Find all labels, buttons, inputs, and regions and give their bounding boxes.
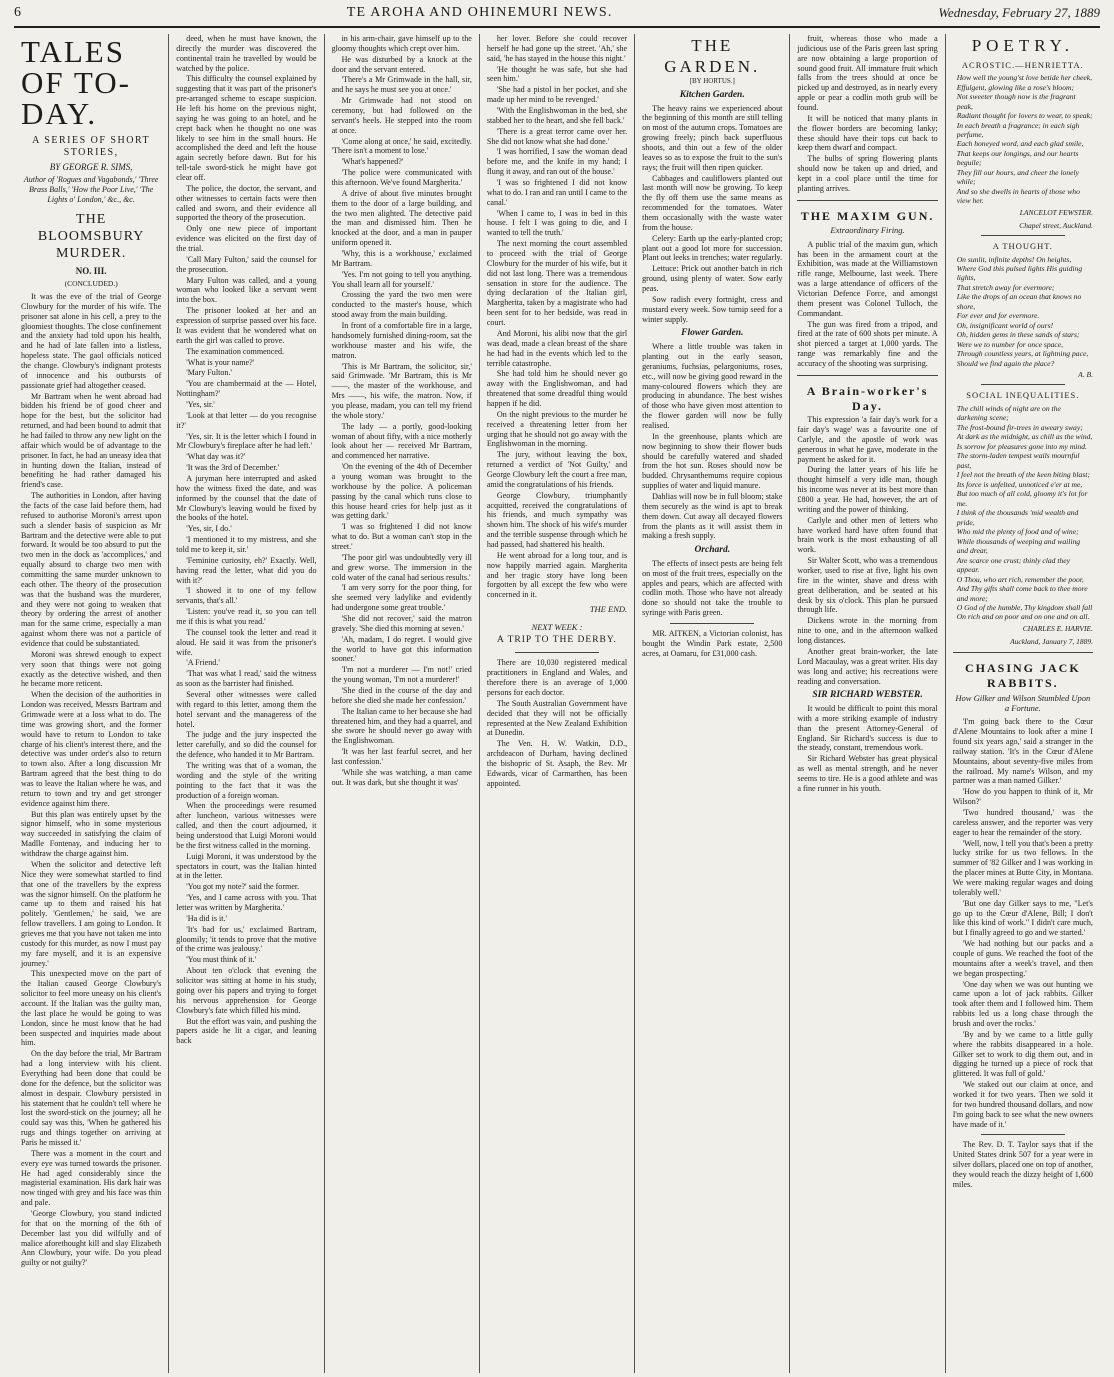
paragraph: Sir Walter Scott, who was a tremendous worker, used to rise at five, light his own fire in the winter, shave and dress with great deliberation, and be seated at his desk by six o'clock. This plan he pursued through life. xyxy=(797,556,938,615)
paragraph: 'She died in the course of the day and before she died she made her confession.' xyxy=(331,686,472,705)
paragraph: deed, when he must have known, the directly the murder was discovered the continental train he travelled by would be watched by the police. xyxy=(176,34,317,73)
paragraph: The police, the doctor, the servant, and other witnesses to certain facts were then called and sworn, and their evidence all supported the theory of the prosecution. xyxy=(176,183,317,223)
paragraph: The jury, without leaving the box, returned a verdict of 'Not Guilty,' and George Clowbury left the court a free man, amid the congratulations of his friends. xyxy=(486,450,628,489)
paragraph: The bulbs of spring flowering plants should now be taken up and dried, and kept in a cool place until the time for planting arrives. xyxy=(797,154,938,193)
paragraph: 'I was horrified, I saw the woman dead before me, and the knife in my hand; I flung it away, and ran out of the house.' xyxy=(486,147,628,177)
paragraph: 'George Clowbury, you stand indicted for that on the morning of the 6th of December last you did wilfully and of malice aforethought kill and slay Elizabeth Ann Clowbury, your wife. Do you plead guilty or not guilty?' xyxy=(21,1209,162,1268)
kitchen-garden-head: Kitchen Garden. xyxy=(679,90,745,100)
paragraph: 'How do you happen to think of it, Mr Wilson?' xyxy=(952,787,1093,807)
divider xyxy=(981,1134,1065,1135)
story-body xyxy=(332,34,472,788)
paragraph: 'What is your name?' xyxy=(186,357,255,367)
paragraph: Mary Fulton was called, and a young woman who looked like a servant went into the box. xyxy=(176,275,317,305)
paragraph: 'We staked out our claim at once, and worked it for two years. Then we sold it for two hundred thousand dollars, and now I'm going back to see what the new owners have made of it.' xyxy=(952,1080,1093,1129)
poem-3-text: The chill winds of night are on the darkening scene; The frost-bound fir-trees in aweary sway; At dark as the midnight, as chill as the wind, Is sorrow for pleasures gone into my mind. The storm-laden tempest wails mournful past, I feel not the breath of the keen biting blast; Its force is unfelted, unnoticed e'er at me, But too much of all cold, gloomy it's lot for me. I think of the thousands 'mid wealth and pride, Who mid the plenty of food and of wine; While thousands of weeping and wailing and drear, Are scarce one crust; thinly clad they appear. O Thou, who art rich, remember the poor, And Thy gifts shall come back to thee more and more; O God of the humble, Thy kingdom shall fall On rich and on poor and on one and on all. xyxy=(956,403,1093,622)
paragraph: Mr Bartram when he went abroad had bidden his friend be of good cheer and hope for the best, but the solicitor had returned, and had been bound to admit that he had failed to throw any new light on the affair which would be of advantage to the prisoner. In fact, he had an uneasy idea that in hunting down the Italian, instead of benefiting he had rather damaged his friend's case. xyxy=(21,391,162,490)
flower-garden-head: Flower Garden. xyxy=(681,328,744,339)
jack-rabbits-title: CHASING JACK RABBITS. xyxy=(964,661,1081,690)
next-week-label: NEXT WEEK : xyxy=(531,622,583,633)
column-5 xyxy=(635,34,790,1373)
paragraph: Luigi Moroni, it was understood by the spectators in court, was the Italian hinted at in the letter. xyxy=(176,851,317,881)
poem-2-author: A. B. xyxy=(1078,370,1093,380)
paragraph: 'It's bad for us,' exclaimed Bartram, gloomily; 'it tends to prove that the motive of the crime was jealousy.' xyxy=(176,924,317,954)
columns xyxy=(14,34,1100,1373)
author-note: Author of 'Rogues and Vagabonds,' 'Three Brass Balls,' 'How the Poor Live,' 'The Lights o' London,' &c., &c. xyxy=(23,175,159,204)
masthead xyxy=(14,0,1100,28)
next-week-title: A TRIP TO THE DERBY. xyxy=(497,634,617,645)
news-note: The Rev. D. T. Taylor says that if the United States drink 507 for a year were in silver dollars, placed one on top of another, they would reach the dizzy height of 1,600 miles. xyxy=(952,1140,1093,1189)
paragraph: Cabbages and cauliflowers planted out last month will now be growing. To keep the fly off them use the same means as recommended for the tomatoes. Water them occasionally with the waste water from the house. xyxy=(642,173,783,232)
paragraph: This expression 'a fair day's work for a fair day's wage' was a favourite one of Carlyle, and the apostle of work was generous in what he gave, moderate in the payment he asked for it. xyxy=(797,415,938,464)
maxim-gun-title: THE MAXIM GUN. xyxy=(800,208,935,223)
story-body xyxy=(487,34,627,600)
paragraph: 'It was the 3rd of December.' xyxy=(186,463,280,473)
paragraph: 'Two hundred thousand,' was the careless answer, and the reporter was very eager to hear the remainder of the story. xyxy=(952,807,1093,837)
paragraph: There was a moment in the court and every eye was turned towards the prisoner. He had aged considerably since the magisterial examination. His dark hair was now tinged with grey and his face was thin and pale. xyxy=(21,1148,162,1208)
paragraph: A public trial of the maxim gun, which has been in the armament court at the Exhibition, was made at the Williamstown rifle range, Melbourne, last week. There was a large attendance of officers of the Victorian Defence Force, and amongst them present was Colonel Tulloch, the Commandant. xyxy=(797,239,938,318)
paragraph: 'A Friend.' xyxy=(186,658,220,668)
paragraph: A juryman here interrupted and asked how the witness fixed the date, and was informed by the counsel that the date of Mr Clowbury's leaving would be fixed by the books of the hotel. xyxy=(176,473,317,523)
paragraph: 'This is Mr Bartram, the solicitor, sir,' said Grimwade. 'Mr Bartram, this is Mr ——, the master of the workhouse, and Mrs ——, his wife, the matron. Now, if you please, madam, you can tell my friend the whole story.' xyxy=(331,361,472,420)
news-note: MR. AITKEN, a Victorian colonist, has bought the Windin Park estate, 2,500 acres, at Oamaru, for £31,000 cash. xyxy=(642,628,783,658)
paragraph: The heavy rains we experienced about the beginning of this month are still telling on most of the autumn crops. Tomatoes are growing freely; pinch back superfluous shoots, and thin out a few of the older leaves so as to expose the fruit to the sun's rays; the fruit will then ripen quicker. xyxy=(642,103,783,172)
paragraph: She had told him he should never go away with the Englishwoman, and had threatened that some dreadful thing would happen if he did. xyxy=(486,369,628,408)
series-heading: A SERIES OF SHORT STORIES, xyxy=(32,135,151,159)
paragraph: When the decision of the authorities in London was received, Messrs Bartram and Grimwade were at a loss what to do. The time was growing short, and the former would have to return to London to take charge of his client's interest there, and the detective was under order's also to return to town also. After a long discussion Mr Bartram agreed that the best thing to do was to leave the Italian where he was, and return to town and try and get stronger evidence against him there. xyxy=(21,690,162,808)
column-4 xyxy=(480,34,635,1373)
garden-continued xyxy=(797,34,937,194)
paragraph: 'I was so frightened I did not know what to do. But a woman can't stop in the street.' xyxy=(331,522,472,551)
brain-worker-title: A Brain-worker's Day. xyxy=(806,383,929,413)
paragraph: 'I am very sorry for the poor thing, for she seemed very ladylike and evidently had undergone some great trouble.' xyxy=(331,583,472,613)
issue-date: Wednesday, February 27, 1889 xyxy=(938,5,1100,20)
paragraph: 'I was so frightened I did not know what to do. I ran and ran until I came to the canal.' xyxy=(486,178,628,207)
paragraph: It will be noticed that many plants in the flower borders are becoming lanky; these should have their tops cut back to keep them dwarf and compact. xyxy=(797,113,938,153)
paragraph: Dickens wrote in the morning from nine to one, and in the afternoon walked long distances. xyxy=(797,616,938,646)
paragraph: her lover. Before she could recover herself he had gone up the street. 'Ah,' she said, 'he has stayed in the house this night.' xyxy=(486,34,628,63)
paragraph: The effects of insect pests are being felt on most of the fruit trees, especially on the apples and pears, which are affected with codlin moth. Those who have not already done so should not take the trouble to syringe with Paris green. xyxy=(642,558,783,618)
paragraph: Dahlias will now be in full bloom; stake them securely as the wind is apt to break them down. Cut away all decayed flowers from the plants as it will assist them in making a fresh supply. xyxy=(642,491,783,541)
paragraph: The gun was fired from a tripod, and fired at the rate of 600 shots per minute. A shot pierced a target at 1,000 yards. The range was remarkably fine and the accuracy of the shooting was surprising. xyxy=(797,319,938,369)
jack-rabbits-subtitle: How Gilker and Wilson Stumbled Upon a Fortune. xyxy=(955,692,1091,713)
paragraph: He was disturbed by a knock at the door and the servant entered. xyxy=(331,54,472,74)
section-title: TALES OF TO-DAY. xyxy=(21,34,131,131)
paragraph: A drive of about five minutes brought them to the door of a large building, and the two men alighted. The detective paid the man and dismissed him. Then he knocked at the door, and a man in pauper uniform opened it. xyxy=(331,188,472,248)
paragraph: Celery: Earth up the early-planted crop; plant out a good lot more for succession. Plant out leeks in trenches; water regularly. xyxy=(642,233,783,263)
jack-rabbits-body xyxy=(953,717,1093,1129)
paragraph: 'Yes, sir, I do.' xyxy=(186,524,232,534)
divider xyxy=(797,200,937,201)
paragraph: Lettuce: Prick out another batch in rich ground, using plenty of water. Sow early peas. xyxy=(642,264,783,294)
paragraph: Several other witnesses were called with regard to this letter, among them the hotel servant and the manageress of the hotel. xyxy=(176,690,317,729)
poem-1-author: LANCELOT FEWSTER. xyxy=(1019,207,1093,217)
divider xyxy=(797,375,937,376)
paragraph: 'That was what I read,' said the witness as soon as the barrister had finished. xyxy=(176,669,317,689)
paragraph: But this plan was entirely upset by the signor himself, who in some mysterious way succeeded in satisfying the claim of Madlle Fontenay, and inducing her to withdraw the charge against him. xyxy=(21,809,162,859)
paragraph: The South Australian Government have decided that they will not be officially represented at the New Zealand Exhibition at Dunedin. xyxy=(486,698,628,738)
paragraph: Moroni was shrewd enough to expect very soon that things were not going exactly as the detective wished, and then he became more reticent. xyxy=(21,649,162,689)
kitchen-garden-body xyxy=(642,104,782,325)
paragraph: This unexpected move on the part of the Italian caused George Clowbury's solicitor to feel more uneasy on his client's account. If the Italian was the guilty man, the last place he would be going to was London, since he must know that he had been suspected and inquiries made about him. xyxy=(21,969,162,1048)
concluded-note: (CONCLUDED.) xyxy=(64,278,118,288)
paragraph: The next morning the court assembled to proceed with the trial of George Clowbury for the murder of his wife, but it did not last long. There was a tremendous sensation in store for the audience. The dying declaration of the Italian girl, Margherita, taken by a magistrate who had been sent for to her bedside, was read in court. xyxy=(486,239,628,328)
divider xyxy=(981,235,1065,236)
paragraph: 'Look at that letter — do you recognise it?' xyxy=(176,410,317,430)
poem-2-title: A THOUGHT. xyxy=(992,241,1053,252)
story-end: THE END. xyxy=(589,604,628,615)
paragraph: 'Ah, madam, I do regret. I would give the world to have got this information sooner.' xyxy=(331,634,472,664)
column-3 xyxy=(325,34,480,1373)
paragraph: 'It was her last fearful secret, and her last confession.' xyxy=(331,747,472,767)
paragraph: 'Ha did is it.' xyxy=(186,913,227,923)
paragraph: 'What's happened?' xyxy=(341,157,404,167)
paragraph: It would be difficult to point this moral with a more striking example of industry than the present Attorney-General of England. Sir Richard's success is due to the steady, constant, tremendous work. xyxy=(797,703,938,753)
paragraph: And Moroni, his alibi now that the girl was dead, made a clean breast of the share he had had in the events which led to the terrible catastrophe. xyxy=(486,328,628,368)
paragraph: 'Yes, and I came across with you. That letter was written by Margherita.' xyxy=(176,893,317,913)
paragraph: 'You are chambermaid at the — Hotel, Nottingham?' xyxy=(176,379,317,399)
paragraph: 'While she was watching, a man came out. It was dark, but she thought it was' xyxy=(331,767,472,787)
paragraph: 'Call Mary Fulton,' said the counsel for the prosecution. xyxy=(176,254,317,274)
divider xyxy=(670,623,754,624)
paragraph: The judge and the jury inspected the letter carefully, and so did the counsel for the defence, who handed it to Mr Bartram. xyxy=(176,730,317,760)
paragraph: The Italian came to her because she had threatened him, and they had a quarrel, and she swore he should never go away with the Englishwoman. xyxy=(331,706,472,746)
paragraph: Another great brain-worker, the late Lord Macaulay, was a great writer. His day was long and active; his recreations were reading and conversation. xyxy=(797,646,938,686)
paragraph: On the night previous to the murder he received a threatening letter from her urging that he should not go away with the Englishwoman in the morning. xyxy=(486,409,628,449)
column-6 xyxy=(790,34,945,1373)
paragraph: But the effort was vain, and pushing the papers aside he lit a cigar, and leaning back xyxy=(176,1016,317,1046)
paragraph: 'When I came to, I was in bed in this house. I felt I was going to die, and I wanted to tell the truth.' xyxy=(486,208,628,238)
paragraph: The authorities in London, after having the facts of the case laid before them, had refused to authorise Moroni's arrest upon such a slender basis of suspicion as Mr Bartram and the detective were able to put forward. It would be too absurd to put the two men in the dock as 'accomplices,' and equally absurd to charge two men with committing the same murder unknown to each other. The theory of the prosecution was that the husband was the murderer, and they were not going to weaken that theory by ordering the arrest of another man for the same crime, especially a man against whom there was not a particle of evidence that could be substantiated. xyxy=(21,491,162,649)
paragraph: Only one new piece of important evidence was elicited on the first day of the trial. xyxy=(176,224,317,254)
paragraph: 'Yes, sir.' xyxy=(186,399,215,409)
paragraph: 'I mentioned it to my mistress, and she told me to keep it, sir.' xyxy=(176,535,317,554)
paragraph: The Ven. H. W. Watkin, D.D., archdeacon of Durham, having declined the bishopric of St. Asaph, the Rev. Mr Edwards, vicar of Carmarthen, has been appointed. xyxy=(486,739,628,788)
page-number: 6 xyxy=(14,5,21,20)
poem-3-place: Auckland, January 7, 1889. xyxy=(1010,637,1093,647)
paragraph: George Clowbury, triumphantly acquitted, received the congratulations of his friends, and much sympathy was shown him. The shock of his wife's murder and the terrible suspense through which he had passed, had shattered his health. xyxy=(486,490,628,549)
paragraph: 'Well, now, I tell you that's been a pretty lucky strike for us two fellows. In the summer of '82 Gilker and I was working in the placer mines at Butte City, in Montana. We were making regular wages and doing tolerably well.' xyxy=(952,838,1093,897)
garden-byline: [BY HORTUS.] xyxy=(689,77,735,86)
paragraph: 'But one day Gilker says to me, "Let's go up to the Cœur d'Alene, Bill; I don't like this kind of work." I didn't care much, but I finally agreed to go and we started.' xyxy=(952,898,1093,938)
webster-body xyxy=(797,704,937,794)
poetry-title: POETRY. xyxy=(971,36,1074,55)
orchard-body xyxy=(642,559,782,618)
paragraph: This difficulty the counsel explained by suggesting that it was part of the prisoner's pre-arranged scheme to escape suspicion. He left his home on the previous night, saying he was going to an hotel, and he crept back when he thought no one was likely to see him in the small hours. He accomplished the deed and left the house again secretly before dawn. But for his tell-tale sword-stick he might have got clear off. xyxy=(176,74,317,183)
paragraph: 'He thought he was safe, but she had seen him.' xyxy=(486,64,628,84)
paragraph: 'On the evening of the 4th of December a young woman was brought to the workhouse by the police. A policeman passing by the canal which runs close to this house heard cries for help just as it was getting dark.' xyxy=(331,462,472,521)
column-2 xyxy=(169,34,324,1373)
poem-1-place: Chapel street, Auckland. xyxy=(1019,221,1093,231)
paragraph: There are 10,030 registered medical practitioners in England and Wales, and therefore there is an average of 1,000 persons for each doctor. xyxy=(486,658,628,697)
paragraph: 'Why, this is a workhouse,' exclaimed Mr Bartram. xyxy=(331,249,472,268)
paragraph: The lady — a portly, good-looking woman of about fifty, with a nice motherly look about her — received Mr Bartram, and commenced her narrative. xyxy=(331,421,472,461)
story-title: THE BLOOMSBURY MURDER. xyxy=(37,211,145,261)
paragraph: fruit, whereas those who made a judicious use of the Paris green last spring are now obtaining a large proportion of sound good fruit. All immature fruit which falls from the trees should at once be picked up and destroyed, as in nearly every apple or pear a codlin moth grub will be found. xyxy=(797,34,938,113)
paragraph: On the day before the trial, Mr Bartram had a long interview with his client. Everything had been done that could be done for the defence, but the solicitor was almost in despair. Clowbury persisted in his statement that he couldn't tell where he lost the sword-stick on the journey; all he could say was this, 'When he gathered his rugs and things together on arriving at Paris he missed it.' xyxy=(21,1049,162,1147)
paragraph: Crossing the yard the two men were conducted to the master's house, which stood away from the main building. xyxy=(331,290,472,320)
paragraph: 'She had a pistol in her pocket, and she made up her mind to be revenged.' xyxy=(486,85,628,105)
paragraph: During the latter years of his life he thought himself a very idle man, though his income was never at its best more than £800 a year. He had, however, the art of writing and the power of thinking. xyxy=(797,465,938,514)
paragraph: 'One day when we was out hunting we came upon a lot of jack rabbits. Gilker took after them and I followed him. Them rabbits led us a long chase through the brush and over the rocks.' xyxy=(952,979,1093,1028)
poem-1-title: ACROSTIC.—HENRIETTA. xyxy=(961,59,1084,70)
paragraph: When the proceedings were resumed after luncheon, various witnesses were called, and then the court adjourned, it being understood that Luigi Moroni would be the first witness called in the morning. xyxy=(176,801,317,850)
paragraph: The prisoner looked at her and an expression of surprise passed over his face. It was evident that he wondered what on earth the girl was called to prove. xyxy=(176,306,317,345)
paragraph: 'I'm going back there to the Cœur d'Alene Mountains to look after a mine I found six years ago,' said a stranger in the railway station. 'It's in the Cœur d'Alene Mountains, about seventy-five miles from the railroad. My name's Wilson, and my partner was a man named Gilker.' xyxy=(952,717,1093,786)
paragraph: The examination commenced. xyxy=(186,346,285,356)
paragraph: Sow radish every fortnight, cress and mustard every week. Sow turnip seed for a winter supply. xyxy=(642,294,783,324)
paragraph: 'Come along at once,' he said, excitedly. 'There isn't a moment to lose.' xyxy=(331,136,472,156)
paragraph: 'I'm not a murderer — I'm not!' cried the young woman, 'I'm not a murderer!' xyxy=(331,665,472,685)
paragraph: The writing was that of a woman, the wording and the style of the writing pointing to the fact that it was the production of a foreign woman. xyxy=(176,761,317,800)
maxim-gun-body xyxy=(797,240,937,369)
story-body xyxy=(176,34,316,1046)
maxim-gun-subtitle: Extraordinary Firing. xyxy=(830,225,905,236)
poem-1-text: How well the young'st love betide her cheek, Effulgent, glowing like a rose's bloom; Not sweeter though now is the fragrant peak, Radiant thought for lovers to wear, to speak; In each breath a fragrance; in each sigh perfume, Each honeyed word, and each glad smile, That keeps our longings, and our hearts beguile; They fill our hours, and cheer the lonely while; And so she dwells in hearts of those who view her. xyxy=(956,73,1093,206)
paragraph: Sir Richard Webster has great physical as well as mental strength, and he never seems to tire. He is a good athlete and was a fine runner in his youth. xyxy=(797,754,938,793)
paragraph: It was the eve of the trial of George Clowbury for the murder of his wife. The prisoner sat alone in his cell, a prey to the gloomiest thoughts. The close confinement and the anxiety had told upon his health, and he had of late fallen into a listless, hopeless state. The gaol officials noticed the change. Clowbury's indignant protests of innocence and his outbursts of passionate grief had altogether ceased. xyxy=(21,291,162,390)
poem-3-title: SOCIAL INEQUALITIES. xyxy=(966,390,1080,401)
paragraph: 'Feminine curiosity, eh?' Exactly. Well, having read the letter, what did you do with it?' xyxy=(176,555,317,585)
paragraph: 'Yes, sir. It is the letter which I found in Mr Clowbury's fireplace after he had left.' xyxy=(176,431,317,451)
paragraph: The counsel took the letter and read it aloud. He said it was from the prisoner's wife. xyxy=(176,627,317,657)
story-body xyxy=(21,292,161,1268)
paragraph: 'By and by we came to a little gully where the rabbits disappeared in a hole. Gilker set to work to dig them out, and in digging he turned up a piece of rock that glittered. It was full of gold.' xyxy=(952,1029,1093,1079)
paragraph: 'We had nothing but our packs and a couple of guns. We reached the foot of the mountains after a week's travel, and then we began prospecting.' xyxy=(952,939,1093,978)
news-items xyxy=(487,658,627,788)
paper-name: TE AROHA AND OHINEMURI NEWS. xyxy=(346,5,613,20)
paragraph: In the greenhouse, plants which are now beginning to show their flower buds should be carefully watered and shaded from the hot sun. Roses should now be budded. Chrysanthemums require copious supplies of water and liquid manure. xyxy=(642,431,783,491)
paragraph: 'What day was it?' xyxy=(186,452,246,462)
brain-worker-body xyxy=(797,415,937,686)
garden-title: THE GARDEN. xyxy=(664,36,761,76)
paragraph: 'There's a Mr Grimwade in the hall, sir, and he says he must see you at once.' xyxy=(331,75,472,95)
paragraph: 'I showed it to one of my fellow servants, that's all.' xyxy=(176,586,317,606)
paragraph: 'There is a great terror came over her. She did not know what she had done.' xyxy=(486,126,628,146)
paragraph: 'With the Englishwoman in the bed, she stabbed her to the heart, and she fell back.' xyxy=(486,106,628,125)
paragraph: When the solicitor and detective left Nice they were somewhat startled to find that one of the travellers by the express was the signor himself. On the platform he came up to them and raised his hat politely. 'Gentlemen,' he said, 'we are fellow travellers. I am going to London. It grieves me that you have not taken me into custody for this murder, as now I must pay my fare myself, and it is an expensive journey.' xyxy=(21,859,162,968)
flower-garden-body xyxy=(642,342,782,541)
divider xyxy=(981,384,1065,385)
column-7 xyxy=(946,34,1100,1373)
poem-2-text: On sunlit, infinite depths! On heights, Where God this pulsed lights His guiding lights, That stretch away for evermore; Like the drops of an ocean that knows no shore, For ever and for evermore. Oh, insignificant world of ours! Oh, hidden gems in these sands of stars; Were we to number for once space, Through countless years, at lightning pace, Should we find again the place? xyxy=(956,254,1089,368)
divider xyxy=(953,652,1093,653)
story-number: NO. III. xyxy=(75,265,107,276)
paragraph: 'She did not recover,' said the matron gravely. 'She died this morning at seven.' xyxy=(331,613,472,633)
divider xyxy=(515,652,599,653)
paragraph: He went abroad for a long tour, and is now happily married again. Margherita and her tragic story have long been forgotten by all except the few who were concerned in it. xyxy=(486,550,628,600)
byline: BY GEORGE R. SIMS, xyxy=(49,162,133,173)
paragraph: In front of a comfortable fire in a large, handsomely furnished dining-room, sat the workhouse master and his wife, the matron. xyxy=(331,321,472,360)
paragraph: 'Mary Fulton.' xyxy=(186,368,232,378)
webster-head: SIR RICHARD WEBSTER. xyxy=(812,690,923,701)
paragraph: Carlyle and other men of letters who have worked hard have often found that brain work is the most exhausting of all work. xyxy=(797,515,938,555)
paragraph: 'You got my note?' said the former. xyxy=(186,882,300,892)
orchard-head: Orchard. xyxy=(694,545,731,556)
paragraph: Where a little trouble was taken in planting out in the early season, geraniums, fuchsias, pelargoniums, roses, etc., will now be giving good reward in the many-coloured flowers which they are producing in abundance. The best wishes of those who have given most attention to the flower garden will now be fully realised. xyxy=(642,342,783,430)
column-1 xyxy=(14,34,169,1373)
paragraph: 'Yes. I'm not going to tell you anything. You shall learn all for yourself.' xyxy=(331,269,472,289)
paragraph: Mr Grimwade had not stood on ceremony, but had followed on the servant's heels. He stepped into the room at once. xyxy=(331,96,472,135)
paragraph: 'You must think of it.' xyxy=(186,955,257,965)
paragraph: About ten o'clock that evening the solicitor was sitting at home in his study, going over his papers and trying to forget his nervous apprehension for George Clowbury's fate which filled his mind. xyxy=(176,966,317,1015)
paragraph: 'Listen: you've read it, so you can tell me if this is what you read.' xyxy=(176,607,317,626)
poem-3-author: CHARLES E. HARVIE. xyxy=(1022,623,1093,633)
paragraph: in his arm-chair, gave himself up to the gloomy thoughts which crept over him. xyxy=(331,34,472,53)
paragraph: 'The police were communicated with this afternoon. We've found Margherita.' xyxy=(331,168,472,188)
paragraph: 'The poor girl was undoubtedly very ill and grew worse. The immersion in the cold water of the canal had serious results.' xyxy=(331,552,472,582)
